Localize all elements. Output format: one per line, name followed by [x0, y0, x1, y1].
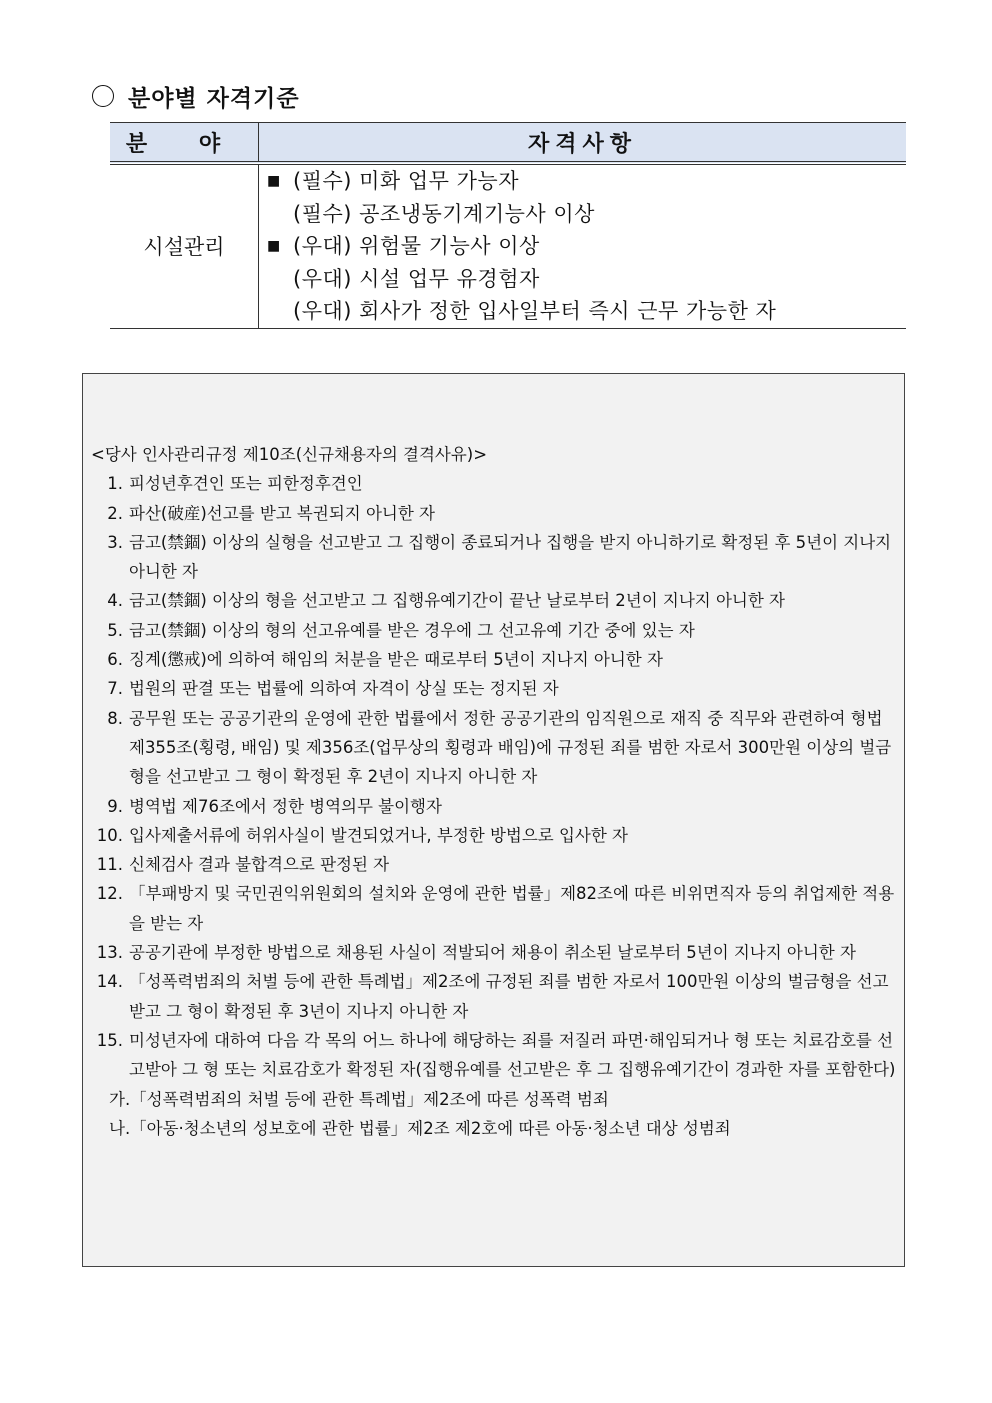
notice-item: [91, 616, 896, 645]
requirements-cell: [259, 163, 907, 328]
section-title-text: 분야별 자격기준: [128, 84, 300, 112]
notice-item-list: [91, 469, 896, 1084]
notice-item-number: 3.: [107, 532, 123, 552]
notice-item-text: 공무원 또는 공공기관의 운영에 관한 법률에서 정한 공공기관의 임직원으로 재직 중 직무와 관련하여 형법 제355조(횡령, 배임) 및 제356조(업무상의 횡령과 배임)에 규정된 죄를 범한 자로서 300만원 이상의 벌금형을 선고받고 그 형이 확정된 후 2년이 지나지 아니한 자: [129, 708, 892, 787]
notice-item: [91, 645, 896, 674]
requirement-text: (우대) 시설 업무 유경험자: [293, 266, 540, 291]
notice-item-number: 8.: [107, 708, 123, 728]
notice-item-number: 2.: [107, 503, 123, 523]
header-requirements: 자격사항: [259, 123, 907, 164]
notice-item-text: 금고(禁錮) 이상의 실형을 선고받고 그 집행이 종료되거나 집행을 받지 아니하기로 확정된 후 5년이 지나지 아니한 자: [129, 532, 892, 582]
notice-item: [91, 674, 896, 703]
notice-item: [91, 792, 896, 821]
notice-item-number: 13.: [96, 943, 123, 963]
requirement-text: (필수) 공조냉동기계기능사 이상: [293, 201, 595, 226]
notice-item: [91, 704, 896, 792]
square-bullet-icon: ■: [267, 238, 281, 254]
notice-item-number: 1.: [107, 474, 123, 494]
notice-item-number: 9.: [107, 796, 123, 816]
notice-sub-item: 나.「아동·청소년의 성보호에 관한 법률」제2조 제2호에 따른 아동·청소년 대상 성범죄: [109, 1118, 731, 1138]
notice-item-number: 14.: [96, 972, 123, 992]
requirement-text: (필수) 미화 업무 가능자: [293, 169, 519, 193]
notice-item-number: 11.: [96, 855, 123, 875]
notice-item-text: 「부패방지 및 국민권익위원회의 설치와 운영에 관한 법률」제82조에 따른 비위면직자 등의 취업제한 적용을 받는 자: [129, 884, 895, 933]
notice-item: [91, 586, 896, 615]
notice-item: [91, 528, 896, 587]
notice-item: [91, 967, 896, 1026]
requirement-line: [267, 198, 906, 231]
notice-item-text: 「성폭력범죄의 처벌 등에 관한 특례법」제2조에 규정된 죄를 범한 자로서 100만원 이상의 벌금형을 선고받고 그 형이 확정된 후 3년이 지나지 아니한 자: [129, 972, 889, 1021]
notice-item-text: 신체검사 결과 불합격으로 판정된 자: [129, 855, 390, 875]
notice-item-number: 12.: [96, 884, 123, 904]
notice-item-text: 병역법 제76조에서 정한 병역의무 불이행자: [129, 796, 442, 816]
notice-heading: <당사 인사관리규정 제10조(신규채용자의 결격사유)>: [91, 445, 488, 464]
notice-item-number: 15.: [96, 1030, 123, 1050]
notice-item-number: 5.: [107, 620, 123, 640]
square-bullet-icon: ■: [267, 173, 281, 189]
requirement-text: (우대) 회사가 정한 입사일부터 즉시 근무 가능한 자: [293, 299, 777, 323]
table-header-row: [110, 123, 906, 164]
requirement-line: [267, 295, 906, 328]
notice-item-number: 6.: [107, 650, 123, 670]
notice-item-text: 금고(禁錮) 이상의 형을 선고받고 그 집행유예기간이 끝난 날로부터 2년이 지나지 아니한 자: [129, 591, 785, 611]
notice-item: [91, 938, 896, 967]
notice-sub-item: 가.「성폭력범죄의 처벌 등에 관한 특례법」제2조에 따른 성폭력 범죄: [109, 1089, 609, 1109]
notice-item-text: 공공기관에 부정한 방법으로 채용된 사실이 적발되어 채용이 취소된 날로부터 5년이 지나지 아니한 자: [129, 943, 856, 963]
notice-item-text: 징계(懲戒)에 의하여 해임의 처분을 받은 때로부터 5년이 지나지 아니한 자: [129, 650, 663, 670]
notice-item-number: 10.: [96, 825, 123, 845]
field-cell: 시설관리: [110, 163, 259, 328]
notice-item-text: 피성년후견인 또는 피한정후견인: [129, 474, 363, 494]
circle-icon: [92, 85, 114, 107]
header-field: 분 야: [110, 123, 259, 164]
notice-item-text: 입사제출서류에 허위사실이 발견되었거나, 부정한 방법으로 입사한 자: [129, 825, 628, 845]
notice-item-text: 파산(破産)선고를 받고 복권되지 아니한 자: [129, 503, 435, 523]
notice-item: [91, 1026, 896, 1085]
requirement-line: [267, 165, 906, 198]
notice-item: [91, 469, 896, 498]
requirement-line: [267, 230, 906, 263]
requirement-line: [267, 263, 906, 296]
qualification-table: [110, 122, 906, 329]
notice-item: [91, 821, 896, 850]
notice-item: [91, 499, 896, 528]
notice-item-text: 금고(禁錮) 이상의 형의 선고유예를 받은 경우에 그 선고유예 기간 중에 있는 자: [129, 620, 695, 640]
requirement-text: (우대) 위험물 기능사 이상: [293, 234, 540, 258]
notice-item-number: 7.: [107, 679, 123, 699]
notice-item-text: 법원의 판결 또는 법률에 의하여 자격이 상실 또는 정지된 자: [129, 679, 559, 699]
table-row: [110, 163, 906, 328]
disqualification-notice-box: [82, 373, 905, 1267]
notice-item: [91, 879, 896, 938]
section-title: [92, 76, 300, 116]
notice-item: [91, 850, 896, 879]
notice-item-number: 4.: [107, 591, 123, 611]
notice-item-text: 미성년자에 대하여 다음 각 목의 어느 하나에 해당하는 죄를 저질러 파면·해임되거나 형 또는 치료감호를 선고받아 그 형 또는 치료감호가 확정된 자(집행유예를 선고받은 후 그 집행유예기간이 경과한 자를 포함한다): [129, 1030, 896, 1080]
